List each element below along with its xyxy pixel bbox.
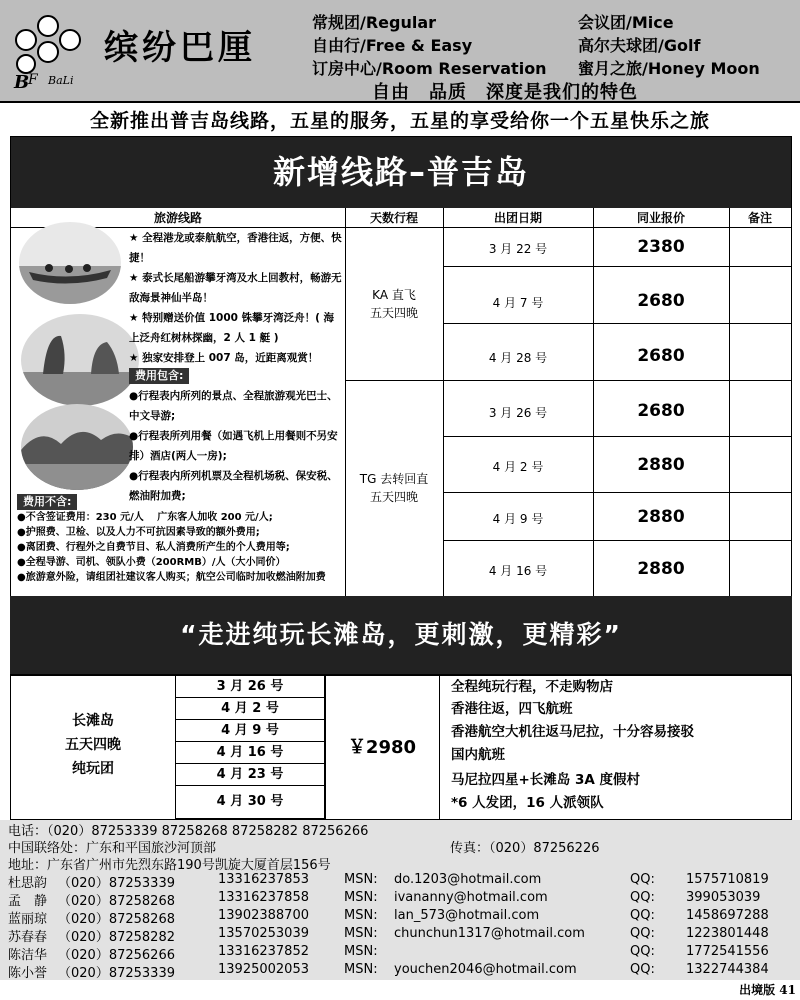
boracay-date: 4 月 30 号 xyxy=(175,785,325,819)
feature-item: *6 人发团，16 人派领队 xyxy=(451,795,604,811)
brand-name: 缤纷巴厘 xyxy=(104,28,256,68)
included-list xyxy=(129,366,343,506)
divider xyxy=(439,675,440,819)
staff-mobile: 13902388700 xyxy=(218,908,309,923)
header-date: 出团日期 xyxy=(443,208,593,228)
table-row-price: 2680 xyxy=(637,346,685,366)
boracay-section xyxy=(10,674,792,820)
page-footer: 出境版 41 xyxy=(739,983,796,997)
table-row-price: 2880 xyxy=(637,559,685,579)
staff-tel: （020）87258268 xyxy=(58,894,175,909)
contact-fax: 传真：（020）87256226 xyxy=(450,841,600,856)
boracay-name-line3: 纯玩团 xyxy=(72,761,114,777)
staff-qq: 1458697288 xyxy=(686,908,769,923)
staff-qq-label: QQ: xyxy=(630,872,655,887)
staff-qq: 1575710819 xyxy=(686,872,769,887)
days-tg-line1: TG 去转回直 xyxy=(359,472,429,486)
table-row-date: 4 月 2 号 xyxy=(492,460,544,474)
staff-name: 陈洁华 xyxy=(8,948,48,963)
included-title: 费用包含: xyxy=(129,368,189,384)
table-row-date: 4 月 7 号 xyxy=(492,296,544,310)
list-item: ★ 全程港龙或泰航航空，香港往返，方便、快捷！ xyxy=(129,232,342,264)
staff-tel: （020）87253339 xyxy=(58,876,175,891)
boracay-date: 4 月 23 号 xyxy=(175,763,325,786)
list-item: ●旅游意外险，请组团社建议客人购买；航空公司临时加收燃油附加费 xyxy=(17,572,326,583)
headline: 全新推出普吉岛线路，五星的服务，五星的享受给你一个五星快乐之旅 xyxy=(89,110,710,132)
header-price: 同业报价 xyxy=(593,208,729,228)
staff-msn-label: MSN: xyxy=(344,890,378,905)
list-item: ★ 特别赠送价值 1000 铢攀牙湾泛舟！( 海上泛舟红树林探幽，2 人 1 艇 ) xyxy=(129,312,335,344)
staff-msn: do.1203@hotmail.com xyxy=(394,872,542,887)
list-item: ●全程导游、司机、领队小费（200RMB）/人（大小同价） xyxy=(17,557,286,568)
staff-qq: 399053039 xyxy=(686,890,761,905)
service-golf: 高尔夫球团/Golf xyxy=(578,36,701,55)
staff-row xyxy=(8,926,788,946)
table-row-date: 4 月 9 号 xyxy=(492,512,544,526)
list-item: ●离团费、行程外之自费节目、私人消费所产生的个人费用等; xyxy=(17,542,290,553)
boracay-banner: “走进纯玩长滩岛，更刺激，更精彩” xyxy=(10,596,792,674)
service-honeymoon: 蜜月之旅/Honey Moon xyxy=(578,59,760,78)
table-row-price: 2680 xyxy=(637,401,685,421)
staff-msn-label: MSN: xyxy=(344,908,378,923)
staff-msn-label: MSN: xyxy=(344,962,378,977)
staff-qq: 1223801448 xyxy=(686,926,769,941)
table-row-price: 2880 xyxy=(637,455,685,475)
table-row-date: 3 月 22 号 xyxy=(488,242,548,256)
table-row-price: 2880 xyxy=(637,507,685,527)
divider xyxy=(443,323,791,324)
staff-tel: （020）87258282 xyxy=(58,930,175,945)
staff-tel: （020）87258268 xyxy=(58,912,175,927)
staff-msn: youchen2046@hotmail.com xyxy=(394,962,577,977)
table-row-date: 4 月 28 号 xyxy=(488,351,548,365)
boracay-date: 4 月 9 号 xyxy=(175,719,325,742)
header-route: 旅游线路 xyxy=(11,208,345,228)
boracay-date: 4 月 16 号 xyxy=(175,741,325,764)
days-group-ka xyxy=(345,286,443,322)
staff-name: 苏春春 xyxy=(8,930,48,945)
slogan: 自由 品质 深度是我们的特色 xyxy=(372,82,638,103)
staff-msn: ivananny@hotmail.com xyxy=(394,890,548,905)
divider xyxy=(443,436,791,437)
list-item: ●行程表内所列机票及全程机场税、保安税、燃油附加费; xyxy=(129,470,338,502)
staff-qq-label: QQ: xyxy=(630,890,655,905)
table-row-price: 2380 xyxy=(637,237,685,257)
staff-msn-label: MSN: xyxy=(344,872,378,887)
list-item: ★ 泰式长尾船游攀牙湾及水上回教村，畅游无敌海景神仙半岛！ xyxy=(129,272,342,304)
boracay-name-line2: 五天四晚 xyxy=(65,737,121,753)
staff-row xyxy=(8,872,788,892)
staff-qq-label: QQ: xyxy=(630,926,655,941)
staff-tel: （020）87256266 xyxy=(58,948,175,963)
staff-qq-label: QQ: xyxy=(630,908,655,923)
highlights-list xyxy=(129,228,343,368)
list-item: ●行程表内所列的景点、全程旅游观光巴士、中文导游; xyxy=(129,390,338,422)
staff-name: 蓝丽琼 xyxy=(8,912,48,927)
phuket-title: 新增线路–普吉岛 xyxy=(11,137,791,208)
divider xyxy=(443,266,791,267)
table-row-date: 3 月 26 号 xyxy=(488,406,548,420)
staff-name: 孟 静 xyxy=(8,894,48,909)
photo-james-bond-island xyxy=(21,314,139,406)
staff-row xyxy=(8,908,788,928)
divider xyxy=(345,380,791,381)
table-row-price: 2680 xyxy=(637,291,685,311)
days-tg-line2: 五天四晚 xyxy=(369,490,418,504)
staff-row xyxy=(8,944,788,964)
photo-longtail-boat xyxy=(19,222,121,304)
staff-mobile: 13316237853 xyxy=(218,872,309,887)
contact-section xyxy=(0,820,800,980)
staff-qq-label: QQ: xyxy=(630,962,655,977)
table-row-date: 4 月 16 号 xyxy=(488,564,548,578)
svg-text:F: F xyxy=(28,72,38,88)
list-item: ●护照费、卫检、以及人力不可抗因素导致的额外费用; xyxy=(17,527,260,538)
svg-text:B: B xyxy=(14,72,30,92)
staff-qq: 1772541556 xyxy=(686,944,769,959)
contact-liaison: 中国联络处：广东和平国旅沙河顶部 xyxy=(8,841,217,856)
feature-item: 全程纯玩行程，不走购物店 xyxy=(451,679,613,695)
divider xyxy=(345,208,346,596)
staff-mobile: 13316237852 xyxy=(218,944,309,959)
photo-phang-nga-bay xyxy=(21,404,133,490)
header xyxy=(0,0,800,103)
staff-qq-label: QQ: xyxy=(630,944,655,959)
staff-name: 杜思韵 xyxy=(8,876,48,891)
feature-item: 香港航空大机往返马尼拉，十分容易接驳 xyxy=(451,724,694,740)
service-regular: 常规团/Regular xyxy=(312,13,437,32)
staff-mobile: 13316237858 xyxy=(218,890,309,905)
divider xyxy=(443,540,791,541)
days-ka-line2: 五天四晚 xyxy=(369,306,418,320)
list-item: ★ 独家安排登上 007 岛，近距离观赏！ xyxy=(129,352,319,364)
staff-name: 陈小誉 xyxy=(8,966,48,981)
staff-qq: 1322744384 xyxy=(686,962,769,977)
boracay-price: ￥2980 xyxy=(347,737,417,758)
boracay-date: 3 月 26 号 xyxy=(175,675,325,698)
staff-msn-label: MSN: xyxy=(344,944,378,959)
feature-item: 香港往返，四飞航班 xyxy=(451,701,573,717)
header-days: 天数行程 xyxy=(345,208,443,228)
staff-row xyxy=(8,890,788,910)
contact-phone: 电话：（020）87253339 87258268 87258282 87256266 xyxy=(8,824,369,839)
staff-mobile: 13570253039 xyxy=(218,926,309,941)
list-item: ●不含签证费用：230 元/人 广东客人加收 200 元/人; xyxy=(17,512,273,523)
service-free-easy: 自由行/Free & Easy xyxy=(312,36,473,55)
days-ka-line1: KA 直飞 xyxy=(372,288,416,302)
service-mice: 会议团/Mice xyxy=(578,13,674,32)
boracay-date: 4 月 2 号 xyxy=(175,697,325,720)
header-note: 备注 xyxy=(729,208,791,228)
feature-item: 国内航班 xyxy=(451,747,505,763)
staff-msn-label: MSN: xyxy=(344,926,378,941)
staff-msn: lan_573@hotmail.com xyxy=(394,908,540,923)
staff-tel: （020）87253339 xyxy=(58,966,175,981)
service-room-reservation: 订房中心/Room Reservation xyxy=(312,59,547,78)
logo-text: BaLi xyxy=(48,74,74,87)
staff-mobile: 13925002053 xyxy=(218,962,309,977)
boracay-name-line1: 长滩岛 xyxy=(72,713,114,729)
divider xyxy=(443,492,791,493)
phuket-section xyxy=(10,136,792,676)
feature-item: 马尼拉四星+长滩岛 3A 度假村 xyxy=(451,772,641,788)
staff-row xyxy=(8,962,788,982)
contact-address: 地址：广东省广州市先烈东路190号凯旋大厦首层156号 xyxy=(8,858,331,873)
list-item: ●行程表所列用餐（如遇飞机上用餐则不另安排）酒店(两人一房); xyxy=(129,430,338,462)
boracay-package-name xyxy=(11,709,175,781)
excluded-title: 费用不含: xyxy=(17,494,77,510)
staff-msn: chunchun1317@hotmail.com xyxy=(394,926,585,941)
excluded-list xyxy=(17,494,343,585)
days-group-tg xyxy=(345,470,443,506)
